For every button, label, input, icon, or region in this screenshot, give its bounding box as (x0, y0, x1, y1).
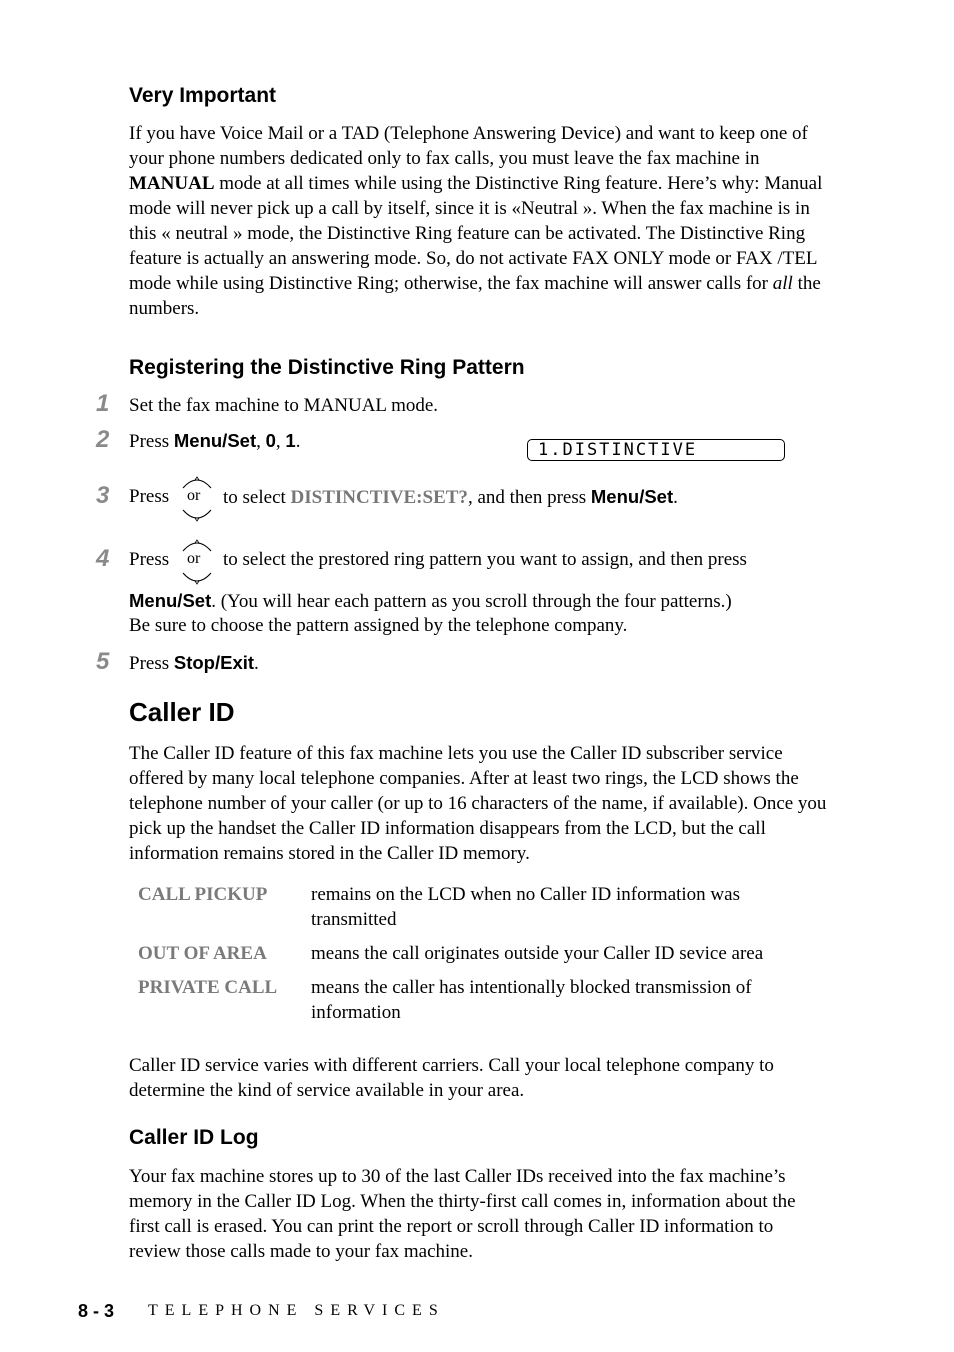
key-1: 1 (285, 430, 296, 451)
step-3-text (223, 486, 678, 509)
step-number: 5 (96, 648, 110, 675)
desc-call-pickup: remains on the LCD when no Caller ID information was transmitted (311, 884, 740, 930)
or-label: or (187, 487, 201, 504)
step-number: 4 (96, 545, 110, 572)
step-4-line2 (129, 590, 732, 613)
step-5-text (129, 652, 259, 675)
text-segment: , (275, 431, 286, 452)
text-segment: , and then press (467, 487, 591, 508)
step-number: 2 (96, 426, 110, 453)
menu-set-key: Menu/Set (129, 590, 212, 611)
caller-id-log-paragraph: Your fax machine stores up to 30 of the last Caller IDs received into the fax machine’s memory in the Caller ID Log. When the thirty-first call comes in, information about the first call is erased. You can print the report or scroll through Caller ID information to review those calls made to your fax machine. (129, 1166, 796, 1262)
term-call-pickup: CALL PICKUP (138, 884, 268, 905)
heading-caller-id: Caller ID (129, 697, 235, 727)
step-2-text (129, 430, 300, 453)
step-1-text: Set the fax machine to MANUAL mode. (129, 395, 439, 416)
step-number: 3 (96, 482, 110, 509)
caller-id-definitions (129, 882, 829, 1032)
step-4-press: Press (129, 549, 170, 570)
step-4-text: to select the prestored ring pattern you want to assign, and then press (223, 549, 747, 570)
italic-all: all (772, 273, 793, 294)
manual-keyword: MANUAL (129, 173, 215, 194)
heading-registering-pattern: Registering the Distinctive Ring Pattern (129, 356, 525, 379)
heading-caller-id-log: Caller ID Log (129, 1126, 259, 1149)
lcd-word-distinctive-set: DISTINCTIVE:SET? (290, 487, 468, 508)
menu-set-key: Menu/Set (590, 486, 674, 507)
desc-private-call: means the caller has intentionally blocked transmission of information (311, 977, 752, 1023)
or-label: or (187, 550, 201, 567)
text-segment: the numbers. (129, 273, 821, 319)
text-segment: . (You will hear each pattern as you scroll through the four patterns.) (211, 591, 732, 612)
term-out-of-area: OUT OF AREA (138, 943, 267, 964)
stop-exit-key: Stop/Exit (173, 652, 255, 673)
step-4-line3: Be sure to choose the pattern assigned by the telephone company. (129, 615, 628, 636)
text-segment: . (673, 487, 678, 508)
text-segment: , (256, 431, 266, 452)
desc-out-of-area: means the call originates outside your Caller ID sevice area (311, 943, 764, 964)
text-segment: Press (129, 431, 174, 452)
caller-id-intro: The Caller ID feature of this fax machine lets you use the Caller ID subscriber service offered by many local telephone companies. After at least two rings, the LCD shows the telephone number of your caller (or up to 16 characters of the name, if available). Once you pick up the handset the Caller ID information disappears from the LCD, but the call information remains stored in the Caller ID memory. (129, 743, 827, 864)
term-private-call: PRIVATE CALL (138, 977, 278, 998)
text-segment: mode at all times while using the Distinctive Ring feature. Here’s why: Manual mode will never pick up a call by itself, since it is «Neutral ». When the fax machine is in this « neutral » mode, the Distinctive Ring feature can be activated. The Distinctive Ring feature is actually an answering mode. So, do not activate FAX ONLY mode or FAX /TEL mode while using Distinctive Ring; otherwise, the fax machine will answer calls for (129, 173, 823, 294)
text-segment: . (254, 653, 259, 674)
menu-set-key: Menu/Set (173, 430, 257, 451)
text-segment: . (295, 431, 301, 452)
heading-very-important: Very Important (129, 84, 277, 107)
footer-section-title: TELEPHONE SERVICES (148, 1302, 445, 1319)
text-segment: to select (223, 487, 291, 508)
text-segment: Press (129, 653, 174, 674)
text-segment: If you have Voice Mail or a TAD (Telephone Answering Device) and want to keep one of your phone numbers dedicated only to fax calls, you must leave the fax machine in (129, 123, 808, 169)
page-number: 8 - 3 (78, 1301, 115, 1321)
step-number: 1 (96, 390, 110, 417)
key-0: 0 (265, 430, 276, 451)
caller-id-outro: Caller ID service varies with different carriers. Call your local telephone company to determine the kind of service available in your area. (129, 1055, 774, 1101)
very-important-paragraph (129, 121, 829, 321)
step-3-press: Press (129, 486, 170, 507)
lcd-display: 1.DISTINCTIVE (527, 439, 785, 461)
